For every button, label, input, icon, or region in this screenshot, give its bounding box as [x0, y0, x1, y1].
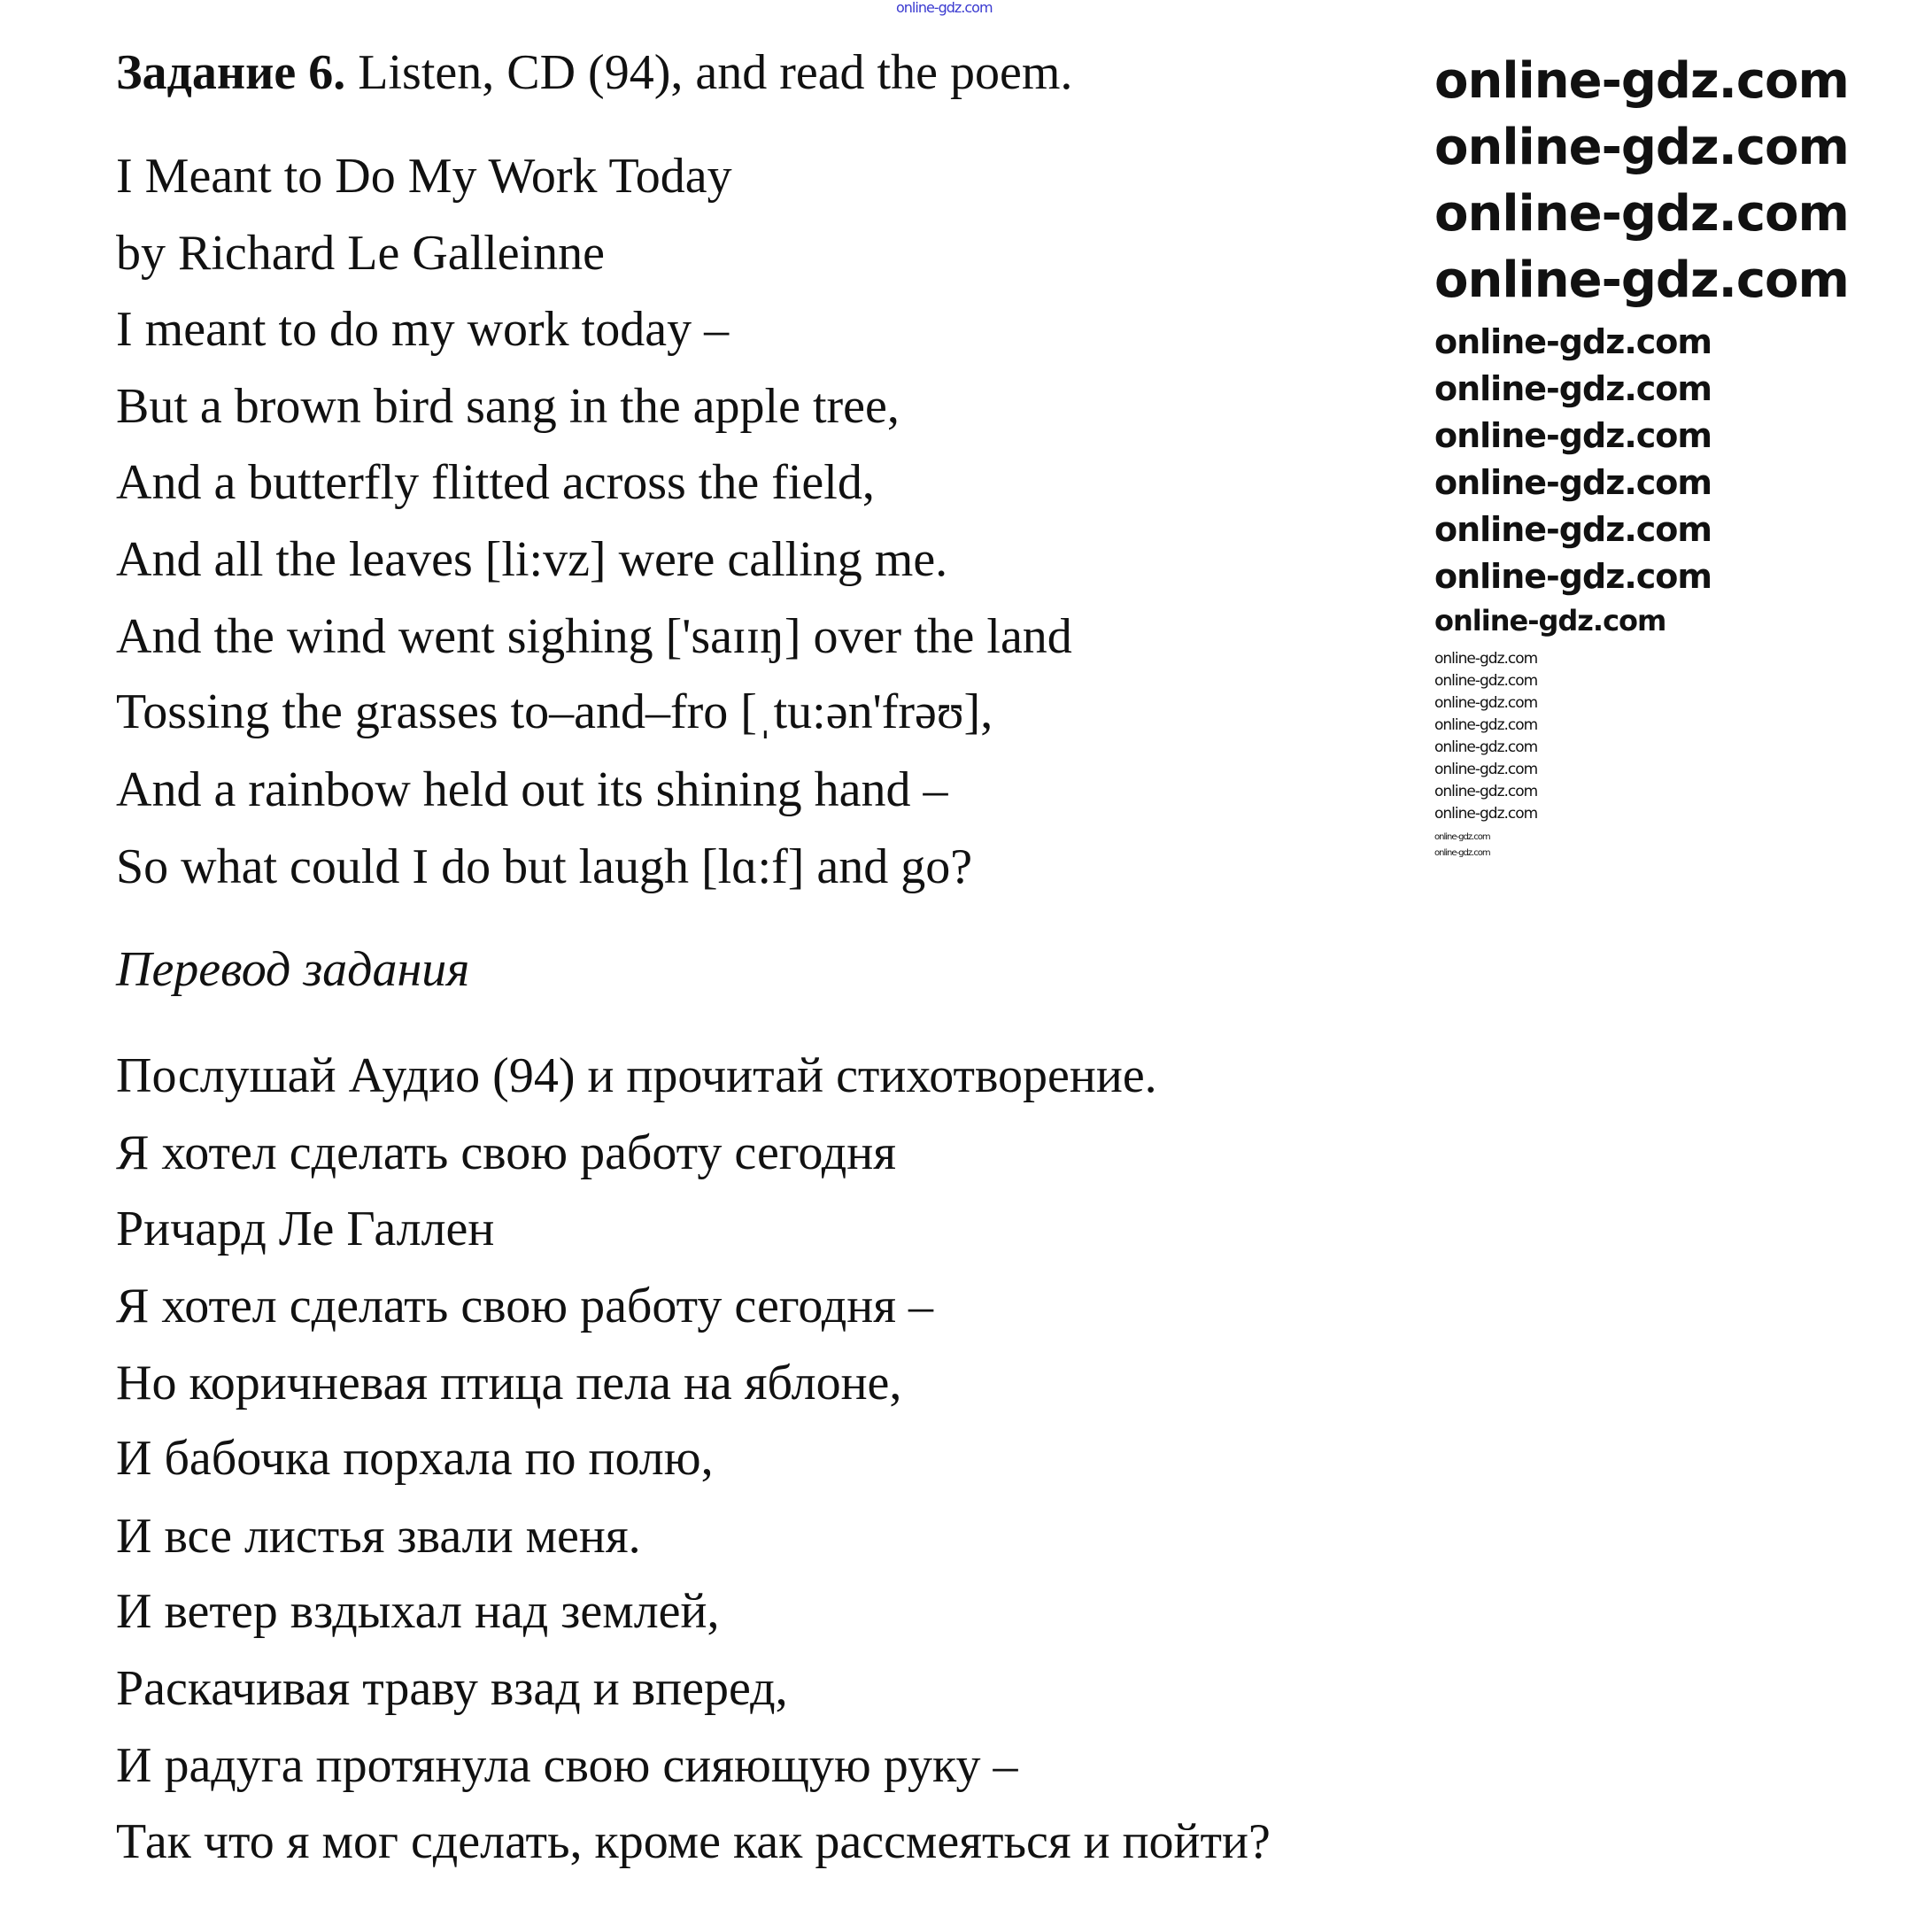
- watermark: online-gdz.com: [1434, 783, 1538, 800]
- watermark: online-gdz.com: [1434, 557, 1712, 596]
- translation-title: Я хотел сделать свою работу сегодня: [116, 1125, 896, 1180]
- watermark: online-gdz.com: [1434, 805, 1538, 823]
- task-label: Задание 6.: [116, 45, 346, 100]
- translation-line: Но коричневая птица пела на яблоне,: [116, 1356, 902, 1410]
- translation-line: Раскачивая траву взад и вперед,: [116, 1661, 788, 1716]
- watermark: online-gdz.com: [1434, 416, 1712, 455]
- poem-line: But a brown bird sang in the apple tree,: [116, 379, 900, 434]
- poem-line: And a rainbow held out its shining hand –: [116, 762, 948, 817]
- task-text: Listen, CD (94), and read the poem.: [345, 45, 1073, 100]
- translation-line: И все листья звали меня.: [116, 1509, 641, 1564]
- translation-line: И ветер вздыхал над землей,: [116, 1584, 720, 1639]
- watermark: online-gdz.com: [1434, 369, 1712, 408]
- translation-instruction: Послушай Аудио (94) и прочитай стихотворение.: [116, 1048, 1157, 1103]
- translation-line: Так что я мог сделать, кроме как рассмеяться и пойти?: [116, 1814, 1271, 1869]
- watermark: online-gdz.com: [1434, 52, 1849, 110]
- poem-line: And the wind went sighing ['saɪɪŋ] over the land: [116, 609, 1072, 664]
- watermark: online-gdz.com: [1434, 761, 1538, 778]
- watermark: online-gdz.com: [1434, 672, 1538, 690]
- poem-line: I meant to do my work today –: [116, 302, 730, 357]
- watermark: online-gdz.com: [1434, 650, 1538, 668]
- poem-line: So what could I do but laugh [lɑ:f] and go?: [116, 839, 973, 894]
- watermark: online-gdz.com: [1434, 510, 1712, 549]
- watermark: online-gdz.com: [1434, 119, 1849, 176]
- translation-line: И бабочка порхала по полю,: [116, 1431, 714, 1486]
- watermark: online-gdz.com: [896, 0, 993, 16]
- watermark: online-gdz.com: [1434, 848, 1490, 858]
- watermark: online-gdz.com: [1434, 694, 1538, 712]
- poem-line: And a butterfly flitted across the field,: [116, 455, 875, 510]
- translation-line: Я хотел сделать свою работу сегодня –: [116, 1279, 933, 1333]
- watermark: online-gdz.com: [1434, 185, 1849, 243]
- translation-line: И радуга протянула свою сияющую руку –: [116, 1738, 1018, 1793]
- poem-line: And all the leaves [li:vz] were calling me.: [116, 532, 948, 587]
- poem-line: Tossing the grasses to–and–fro [ˌtu:ən'frəʊ],: [116, 684, 993, 739]
- translation-author: Ричард Ле Галлен: [116, 1202, 495, 1256]
- watermark: online-gdz.com: [1434, 832, 1490, 842]
- watermark: online-gdz.com: [1434, 322, 1712, 361]
- watermark: online-gdz.com: [1434, 463, 1712, 502]
- watermark: online-gdz.com: [1434, 716, 1538, 734]
- watermark: online-gdz.com: [1434, 604, 1666, 638]
- poem-title: I Meant to Do My Work Today: [116, 149, 732, 204]
- translation-heading: Перевод задания: [116, 942, 470, 997]
- poem-author: by Richard Le Galleinne: [116, 226, 606, 281]
- watermark: online-gdz.com: [1434, 251, 1849, 309]
- watermark: online-gdz.com: [1434, 738, 1538, 756]
- task-heading: [116, 44, 1072, 101]
